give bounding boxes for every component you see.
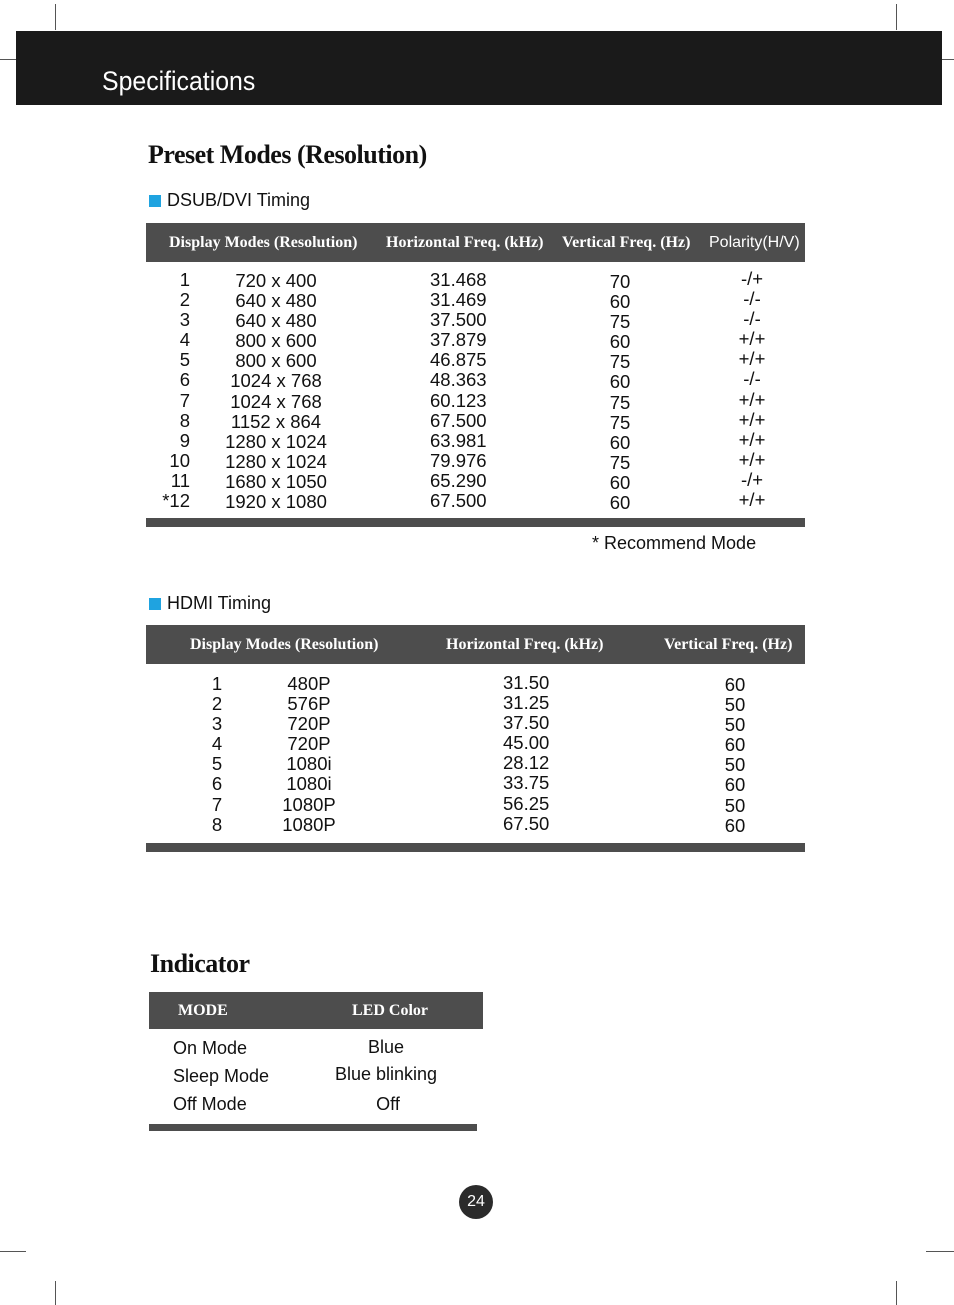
- table-cell: 31.50: [503, 672, 550, 693]
- table-cell: -/-: [743, 288, 761, 310]
- table-cell: 33.75: [503, 772, 550, 794]
- table-cell: 60: [724, 734, 746, 756]
- table-cell: +/+: [738, 388, 766, 410]
- hdmi-table-bottom-rule: [146, 843, 805, 852]
- table-cell: 60: [724, 674, 746, 695]
- table-cell: +/+: [738, 428, 766, 450]
- indicator-mode-off: Off Mode: [173, 1094, 247, 1114]
- hdmi-subheading: [149, 593, 271, 614]
- table-cell: 1024 x 768: [230, 390, 322, 412]
- table-cell: 1680 x 1050: [225, 470, 327, 492]
- dsub-col-vertical: [600, 272, 640, 513]
- dsub-col-horizontal: [430, 270, 510, 511]
- dsub-col-index: [150, 270, 190, 511]
- table-cell: 1: [179, 269, 190, 290]
- crop-mark: [55, 1281, 56, 1305]
- table-cell: 60: [724, 774, 746, 796]
- table-cell: 1080i: [286, 773, 332, 795]
- table-cell: 45.00: [503, 732, 550, 754]
- indicator-mode-on: On Mode: [173, 1038, 248, 1058]
- table-cell: -/+: [740, 268, 764, 289]
- hdmi-header-horizontal-freq: Horizontal Freq. (kHz): [446, 635, 604, 653]
- table-cell: 5: [211, 753, 223, 775]
- table-cell: 37.500: [430, 309, 487, 331]
- table-cell: +/+: [738, 489, 766, 511]
- table-cell: 60: [609, 331, 631, 353]
- table-cell: 75: [609, 391, 631, 413]
- dsub-table-bottom-rule: [146, 518, 805, 527]
- table-cell: 3: [211, 713, 223, 735]
- crop-mark: [896, 1281, 897, 1305]
- table-cell: 720P: [287, 733, 331, 755]
- page-number-badge: [459, 1185, 493, 1219]
- table-cell: 70: [609, 271, 631, 292]
- table-cell: 1: [211, 673, 223, 694]
- table-cell: 60: [609, 371, 631, 393]
- table-cell: 1280 x 1024: [225, 450, 327, 472]
- hdmi-table-header: [146, 625, 805, 664]
- table-cell: 67.500: [430, 409, 487, 431]
- table-cell: 7: [179, 389, 190, 411]
- table-cell: 2: [211, 693, 223, 715]
- table-cell: 46.875: [430, 349, 487, 371]
- table-cell: 800 x 600: [235, 350, 317, 372]
- indicator-led-off: Off: [376, 1094, 400, 1114]
- hdmi-col-index: [202, 674, 232, 835]
- crop-mark: [0, 1251, 26, 1252]
- table-cell: 576P: [287, 693, 331, 715]
- recommend-mode-note: * Recommend Mode: [592, 533, 757, 553]
- indicator-header-led-color: LED Color: [352, 1001, 428, 1019]
- table-cell: 1024 x 768: [230, 370, 322, 392]
- table-cell: 720 x 400: [235, 270, 317, 291]
- table-cell: 1080P: [282, 793, 336, 815]
- crop-mark: [926, 1251, 954, 1252]
- table-cell: 60: [724, 814, 746, 836]
- crop-mark: [942, 59, 954, 60]
- hdmi-col-horizontal: [503, 673, 573, 834]
- indicator-mode-sleep: Sleep Mode: [173, 1066, 270, 1086]
- table-cell: 7: [211, 793, 223, 815]
- table-cell: 28.12: [503, 752, 550, 774]
- dsub-dvi-label: DSUB/DVI Timing: [167, 190, 311, 210]
- table-cell: 720P: [287, 713, 331, 735]
- square-bullet-icon: [149, 598, 161, 610]
- table-cell: 2: [179, 289, 190, 311]
- dsub-header-display-modes: Display Modes (Resolution): [169, 233, 358, 251]
- table-cell: 8: [211, 813, 223, 835]
- table-cell: 60: [609, 291, 631, 313]
- table-cell: 60: [609, 471, 631, 493]
- table-cell: -/-: [743, 308, 761, 330]
- table-cell: 75: [609, 411, 631, 433]
- preset-modes-title: Preset Modes (Resolution): [148, 140, 427, 169]
- hdmi-col-vertical: [715, 675, 755, 836]
- indicator-led-sleep: Blue blinking: [334, 1064, 438, 1084]
- table-cell: 9: [179, 429, 190, 451]
- crop-mark: [0, 59, 16, 60]
- table-cell: 6: [179, 369, 190, 391]
- dsub-table-header: [146, 223, 805, 262]
- table-cell: 1920 x 1080: [225, 491, 327, 513]
- table-cell: 60: [609, 431, 631, 453]
- dsub-header-polarity: Polarity(H/V): [709, 233, 800, 251]
- table-cell: 1080i: [286, 753, 332, 775]
- dsub-dvi-subheading: [149, 190, 310, 211]
- table-cell: 640 x 480: [235, 290, 317, 312]
- table-cell: 640 x 480: [235, 310, 317, 332]
- table-cell: 48.363: [430, 369, 487, 391]
- table-cell: 60: [609, 492, 631, 514]
- table-cell: 8: [179, 409, 190, 431]
- indicator-table-bottom-rule: [149, 1124, 477, 1131]
- indicator-header-mode: MODE: [178, 1001, 228, 1019]
- hdmi-col-resolution: [264, 674, 354, 835]
- table-cell: 1280 x 1024: [225, 430, 327, 452]
- table-cell: -/-: [743, 368, 761, 390]
- table-cell: 75: [609, 311, 631, 333]
- dsub-col-resolution: [206, 271, 346, 512]
- table-cell: 75: [609, 451, 631, 473]
- table-cell: -/+: [740, 468, 764, 490]
- table-cell: 67.50: [503, 812, 550, 834]
- table-cell: 6: [211, 773, 223, 795]
- hdmi-header-vertical-freq: Vertical Freq. (Hz): [664, 635, 793, 653]
- table-cell: 3: [179, 309, 190, 331]
- table-cell: 31.468: [430, 269, 487, 290]
- table-cell: 4: [179, 329, 190, 351]
- table-cell: 65.290: [430, 469, 487, 491]
- table-cell: 1080P: [282, 813, 336, 835]
- table-cell: 56.25: [503, 792, 550, 814]
- table-cell: 480P: [287, 673, 331, 694]
- table-cell: 1152 x 864: [230, 410, 322, 432]
- crop-mark: [55, 4, 56, 30]
- hdmi-header-display-modes: Display Modes (Resolution): [190, 635, 379, 653]
- table-cell: 11: [170, 469, 190, 491]
- dsub-header-vertical-freq: Vertical Freq. (Hz): [562, 233, 691, 251]
- table-cell: 31.25: [503, 692, 550, 714]
- table-cell: 50: [724, 714, 746, 736]
- dsub-header-horizontal-freq: Horizontal Freq. (kHz): [386, 233, 544, 251]
- table-cell: 67.500: [430, 490, 487, 512]
- table-cell: 50: [724, 794, 746, 816]
- table-cell: +/+: [738, 448, 766, 470]
- table-cell: *12: [162, 490, 190, 512]
- table-cell: 37.50: [503, 712, 550, 734]
- indicator-table-header: [149, 992, 483, 1029]
- table-cell: 60.123: [430, 389, 487, 411]
- table-cell: 63.981: [430, 429, 487, 451]
- indicator-led-on: Blue: [367, 1037, 405, 1057]
- table-cell: +/+: [738, 348, 766, 370]
- table-cell: 50: [724, 694, 746, 716]
- table-cell: 4: [211, 733, 223, 755]
- table-cell: 800 x 600: [235, 330, 317, 352]
- page-number: 24: [467, 1193, 485, 1210]
- table-cell: 75: [609, 351, 631, 373]
- indicator-title: Indicator: [150, 949, 250, 978]
- table-cell: +/+: [738, 328, 766, 350]
- table-cell: +/+: [738, 408, 766, 430]
- table-cell: 10: [169, 449, 190, 471]
- page-header-title: Specifications: [102, 66, 256, 96]
- table-cell: 37.879: [430, 329, 487, 351]
- table-cell: 79.976: [430, 449, 487, 471]
- hdmi-label: HDMI Timing: [167, 593, 272, 613]
- table-cell: 50: [724, 754, 746, 776]
- crop-mark: [896, 4, 897, 30]
- square-bullet-icon: [149, 195, 161, 207]
- table-cell: 5: [179, 349, 190, 371]
- dsub-col-polarity: [722, 269, 782, 510]
- table-cell: 31.469: [430, 289, 487, 311]
